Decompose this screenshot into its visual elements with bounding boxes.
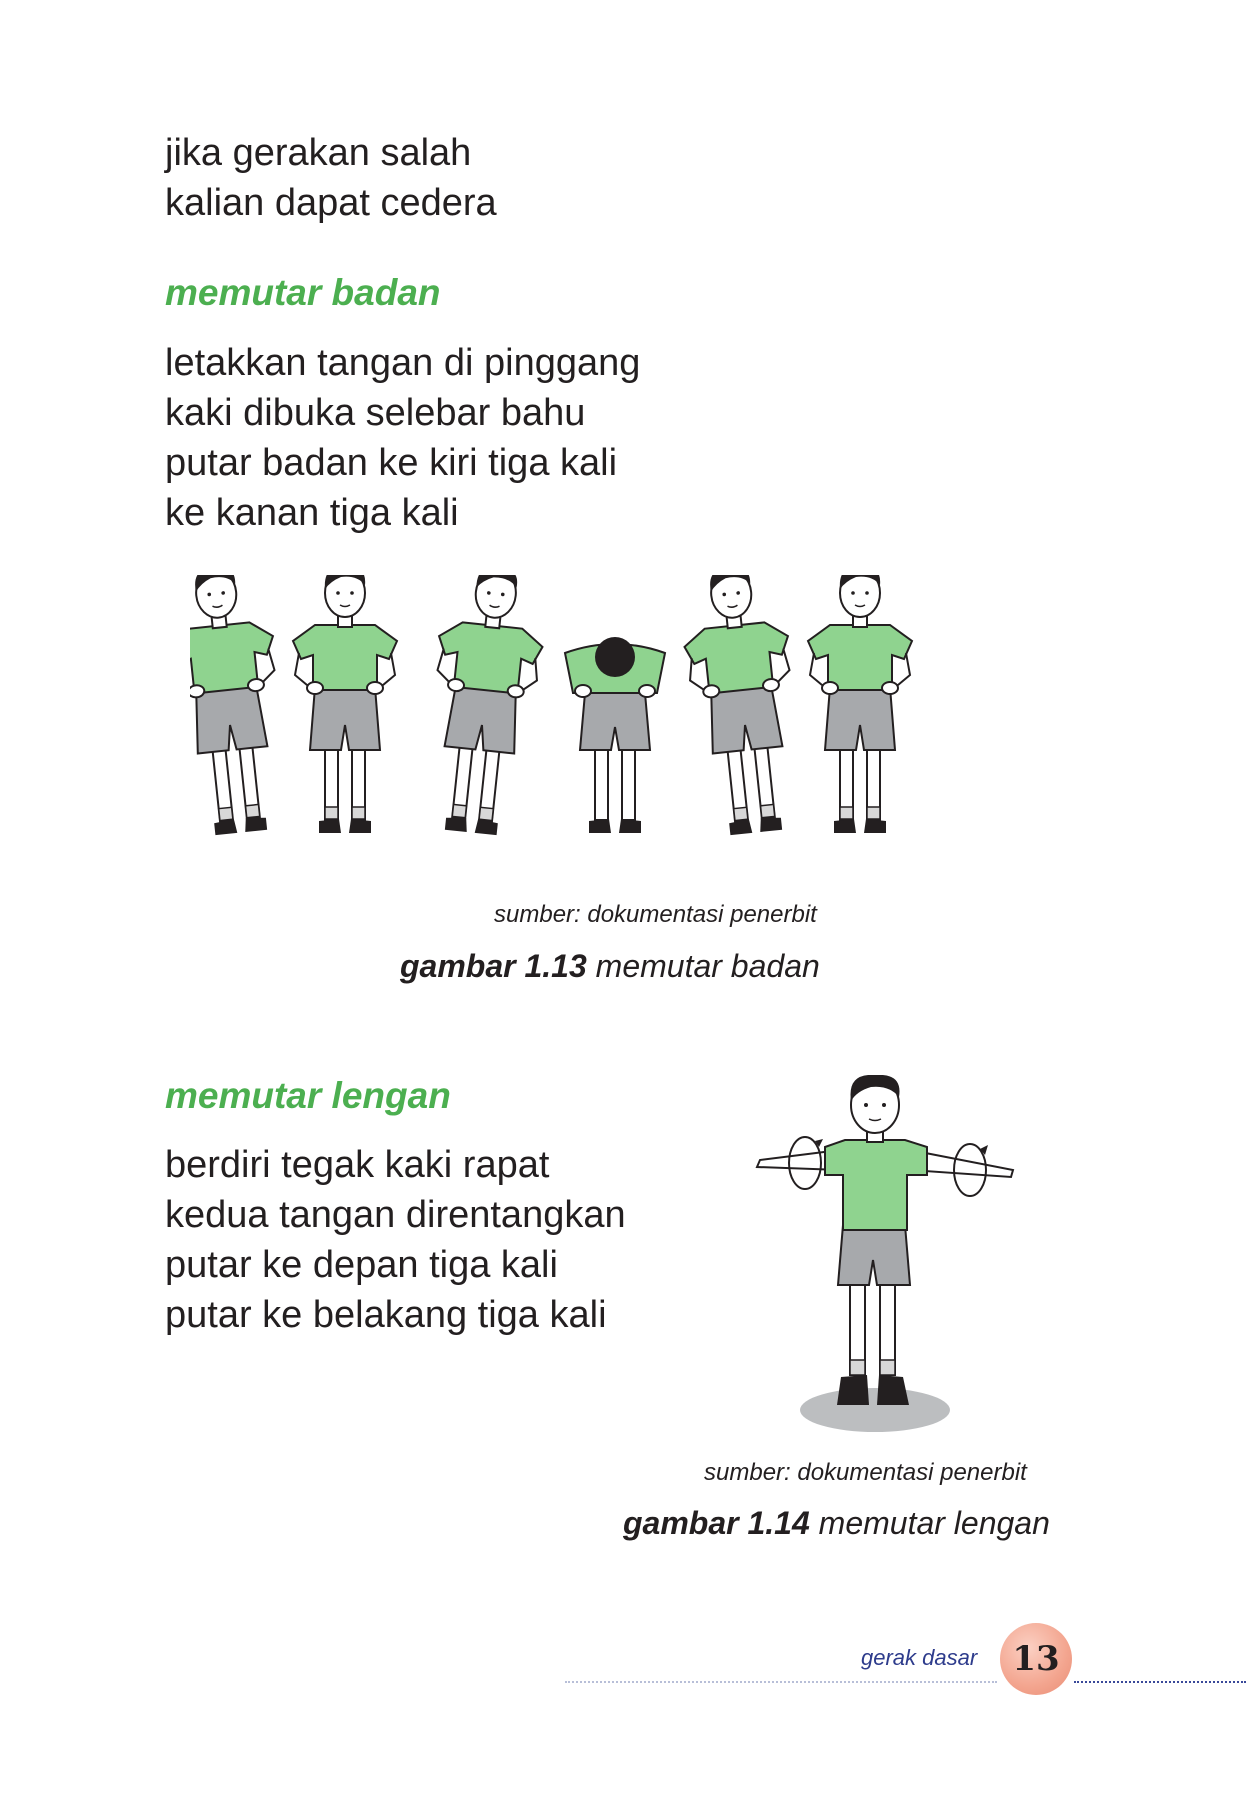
section-heading-memutar-badan: memutar badan [165, 272, 441, 313]
footer-dotted-line-right [1074, 1681, 1246, 1683]
kid-tilt-right [419, 575, 550, 838]
intro-line-1: jika gerakan salah [165, 132, 472, 174]
section2-line-1: berdiri tegak kaki rapat [165, 1144, 550, 1186]
section1-line-3: putar badan ke kiri tiga kali [165, 442, 618, 484]
kid-bending-forward [565, 637, 665, 833]
page-number: 13 [1012, 1639, 1060, 1679]
figure-1-14-caption [623, 1505, 1050, 1542]
intro-line-2: kalian dapat cedera [165, 182, 497, 224]
figure-1-13-caption-text: memutar badan [586, 948, 820, 984]
intro-paragraph [165, 128, 497, 228]
figure-1-14-source: sumber: dokumentasi penerbit [704, 1459, 1027, 1486]
section2-line-2: kedua tangan direntangkan [165, 1194, 626, 1236]
figure-1-13-caption [400, 948, 820, 985]
section2-line-4: putar ke belakang tiga kali [165, 1294, 607, 1336]
section2-paragraph [165, 1140, 626, 1340]
section2-line-3: putar ke depan tiga kali [165, 1244, 558, 1286]
kid-upright-1 [293, 575, 397, 833]
section1-line-1: letakkan tangan di pinggang [165, 342, 641, 384]
kid-tilt-left-1 [190, 575, 293, 838]
section-heading-memutar-lengan: memutar lengan [165, 1075, 451, 1116]
figure-1-14-caption-text: memutar lengan [809, 1505, 1050, 1541]
figure-1-13-caption-number: gambar 1.13 [400, 948, 587, 984]
footer-chapter-label: gerak dasar [861, 1645, 978, 1670]
page-number-badge [1000, 1623, 1072, 1695]
section1-line-4: ke kanan tiga kali [165, 492, 459, 534]
figure-1-14-illustration [745, 1075, 1045, 1435]
figure-1-14-caption-number: gambar 1.14 [623, 1505, 810, 1541]
footer-dotted-line-left [565, 1681, 997, 1683]
figure-1-13-source: sumber: dokumentasi penerbit [494, 901, 817, 928]
section1-paragraph [165, 338, 640, 538]
section1-line-2: kaki dibuka selebar bahu [165, 392, 586, 434]
figure-1-13-illustration [190, 575, 1050, 865]
kid-upright-2 [808, 575, 912, 833]
kid-tilt-left-2 [677, 575, 808, 838]
